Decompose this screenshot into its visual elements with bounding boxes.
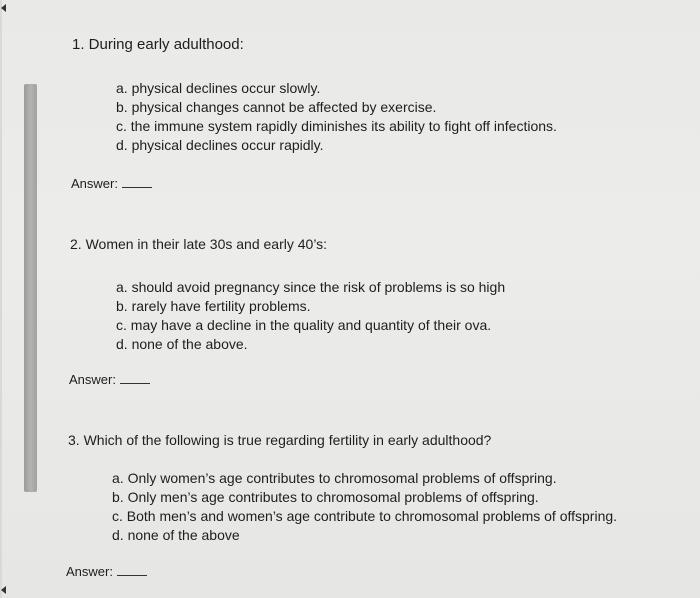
answer-blank[interactable] (122, 187, 152, 188)
answer-blank[interactable] (117, 575, 147, 576)
answer-label: Answer: (69, 372, 116, 387)
q3-option-d: d. none of the above (112, 527, 240, 543)
q2-option-d: d. none of the above. (116, 336, 248, 352)
question-3-answer (66, 564, 147, 579)
question-3-options (112, 469, 617, 545)
question-1-answer (71, 176, 152, 191)
question-1-options (116, 79, 557, 155)
q1-option-a: a. physical declines occur slowly. (116, 80, 321, 96)
scrollbar-thumb[interactable] (24, 84, 37, 492)
q1-option-c: c. the immune system rapidly diminishes its ability to fight off infections. (116, 118, 557, 134)
question-2: 2. Women in their late 30s and early 40’s: (70, 236, 328, 252)
q3-option-c: c. Both men’s and women’s age contribute to chromosomal problems of offspring. (112, 508, 618, 524)
answer-blank[interactable] (120, 383, 150, 384)
q3-option-a: a. Only women’s age contributes to chromosomal problems of offspring. (112, 470, 557, 486)
question-1: 1. During early adulthood: (72, 36, 244, 53)
question-2-options (116, 278, 505, 354)
answer-label: Answer: (66, 564, 113, 579)
question-3: 3. Which of the following is true regarding fertility in early adulthood? (68, 432, 492, 448)
scroll-down-arrow-icon[interactable] (1, 586, 6, 594)
page-edge (0, 0, 2, 598)
q2-option-a: a. should avoid pregnancy since the risk of problems is so high (116, 279, 506, 295)
question-2-answer (69, 372, 150, 387)
q2-option-c: c. may have a decline in the quality and quantity of their ova. (116, 317, 492, 333)
q3-option-b: b. Only men’s age contributes to chromosomal problems of offspring. (112, 489, 539, 505)
scroll-up-arrow-icon[interactable] (1, 4, 6, 12)
q1-option-b: b. physical changes cannot be affected by exercise. (116, 99, 437, 115)
q1-option-d: d. physical declines occur rapidly. (116, 137, 324, 153)
answer-label: Answer: (71, 176, 118, 191)
q2-option-b: b. rarely have fertility problems. (116, 298, 311, 314)
